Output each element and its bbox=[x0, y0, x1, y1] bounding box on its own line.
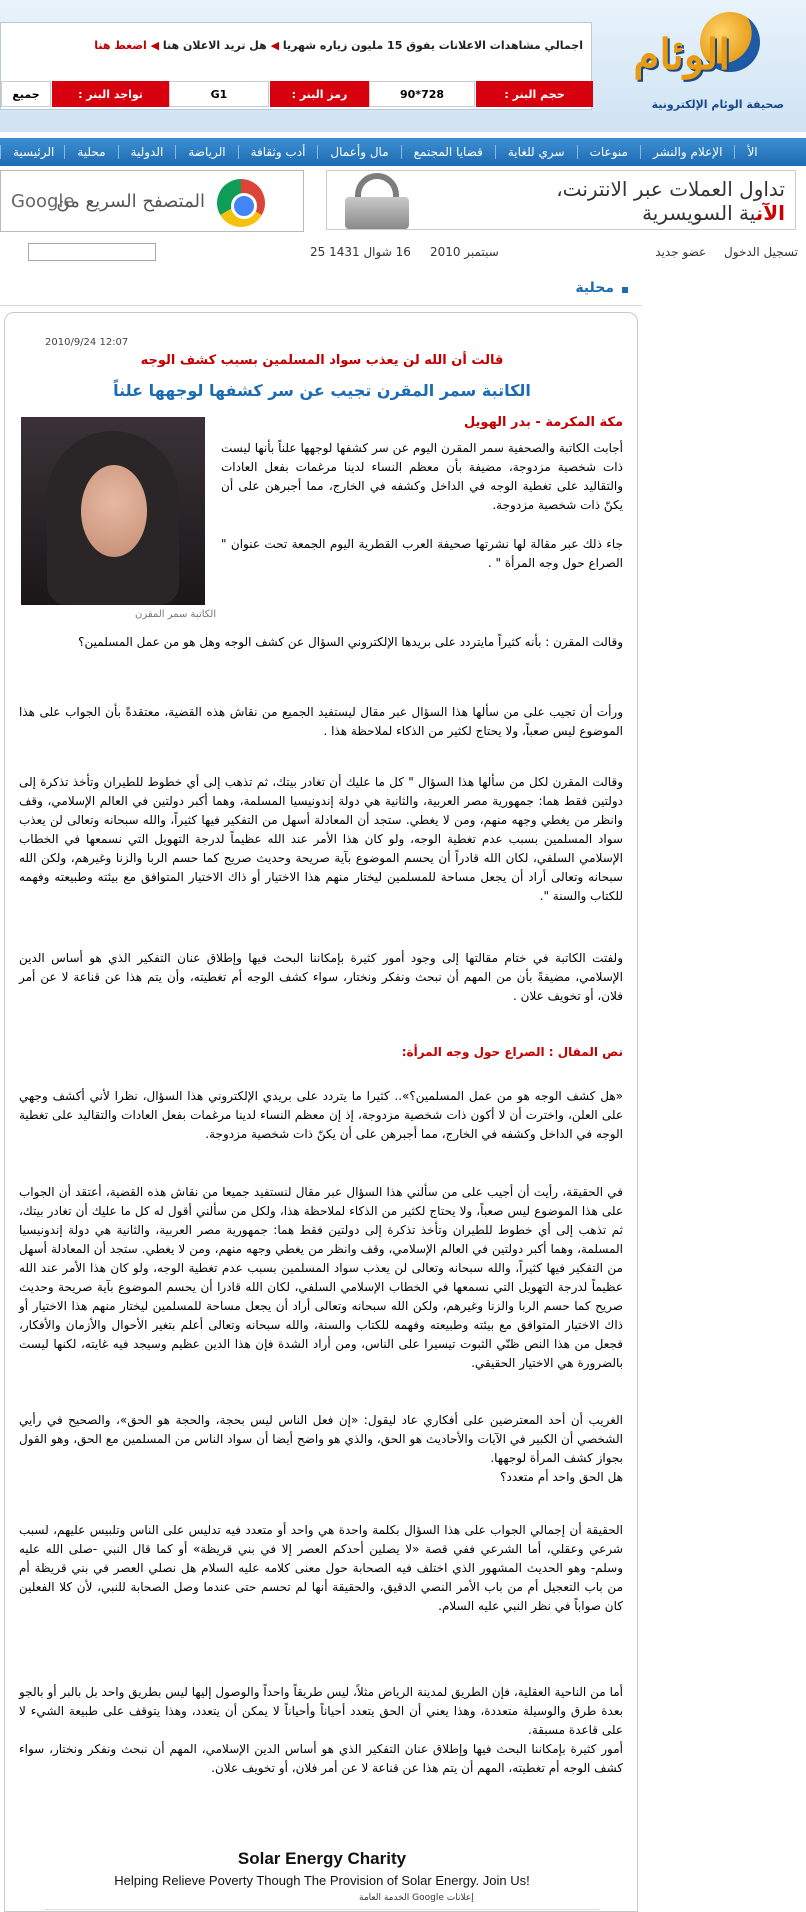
author-photo bbox=[21, 417, 205, 605]
nav-item-society[interactable]: قضايا المجتمع bbox=[401, 145, 495, 159]
nav-item-culture[interactable]: أدب وثقافة bbox=[238, 145, 318, 159]
currency-ad-rest: ية السويسرية bbox=[642, 201, 756, 225]
article-container bbox=[4, 312, 638, 1912]
nav-item-overflow[interactable]: الأ bbox=[734, 145, 769, 159]
article-title: الكاتبة سمر المقرن تجيب عن سر كشفها لوجهها علناً bbox=[113, 381, 531, 400]
square-bullet-icon bbox=[622, 287, 628, 293]
ad-spec-placement-value: جميع bbox=[1, 81, 51, 107]
article-paragraph: أما من الناحية العقلية، فإن الطريق لمدينة الرياض مثلاً، ليس طريقاً واحداً والوصول إليها ليس بطريق واحد بل بالبر أو بالجو بعدة طرق والوسيلة متعددة، وهذا يعني أن الحق يتعدد أحياناً وأحياناً لا يمكن أن يتعدد، وهذا يتوقف على طبيعة الشيء لا على قاعدة مسبقة. أمور كثيرة بإمكاننا البحث فيها وإطلاق عنان التفكير الذي هو أساس الدين الإسلامي، المهم أن نبحث ونفكر ونختار، سواء كشف الوجه أم تغطيته، المهم أن يتم هذا عن قناعة لا عن أمر فلان، أو تخويف علان. bbox=[19, 1685, 623, 1775]
date-bar bbox=[0, 240, 806, 266]
nav-item-misc[interactable]: منوعات bbox=[577, 145, 640, 159]
photo-caption: الكاتبة سمر المقرن bbox=[135, 609, 217, 620]
ad-spec-size-value: 728*90 bbox=[369, 81, 475, 107]
footer-ad-title[interactable]: Solar Energy Charity bbox=[237, 1849, 407, 1868]
article-paragraph: في الحقيقة، رأيت أن أجيب على من سألني هذا السؤال عبر مقال لنستفيد جميعا من نقاش هذه القضية، أعتقد أن الجواب على هذا الموضوع ليس صعباً، ولا يحتاج لكثير من الذكاء لملاحظة هذا، ولكل من سألني أقول له كل ما عليك أن تغادر بيتك، ثم تذهب إلى أي خطوط للطيران وتأخذ تذكرة إلى دولتين فقط هما: جمهورية مصر العربية، والثانية هي دولة إندونيسيا المسلمة، وهما أكبر دولتين في العالم الإسلامي، وقف وانظر من يغطي وجهه منهم، ومن لا يغطي. ستجد أن المعادلة أسهل من التفكير فيها كثيراً، والله سبحانه وتعالى لن يعذب سواد المسلمين بسبب عدم تغطية الوجه، ولو كان هذا الأمر عند الله عظيماً لدرجة التهويل التي نسمعها في الخطاب الإسلامي السلفي، لكان الله قادرا أن يحسم الموضوع بآية صريحة وحديث صريح كما حسم الربا والزنا وغيرهم، ولكن الله سبحانه وتعالى أراد أن يجعل مساحة للمسلمين ليختار منهم هذا الاختيار أو ذاك الاختيار المتوافق مع بيئته وطبيعته وفهمه للكتاب والسنة، والله سبحانه وتعالى أعلم بتغير الأحوال والأزمان والأفكار، فجعل من هذا النص ظنّي الثبوت تيسيرا على الناس، ومن أراد الشدة فإن هذا الدين عظيم وسيجد فيه غايته، لكنها ليست بالضرورة هي الاختيار الحقيقي. bbox=[19, 1185, 623, 1370]
ad-spec-code-label: رمز البنر : bbox=[269, 81, 369, 107]
ad-spec-placement-label: تواجد البنر : bbox=[51, 81, 169, 107]
google-brand-text: Google bbox=[11, 191, 75, 212]
currency-ad-line2 bbox=[642, 201, 785, 225]
arrow-left-icon: ◀ bbox=[266, 39, 280, 52]
ad-spec-code-value: G1 bbox=[169, 81, 269, 107]
search-input[interactable] bbox=[28, 243, 156, 261]
hijri-date: 16 شوال 1431 bbox=[329, 245, 411, 259]
nav-item-business[interactable]: مال وأعمال bbox=[317, 145, 400, 159]
footer-ad-subtitle: Helping Relieve Poverty Though The Provision of Solar Energy. Join Us! bbox=[114, 1873, 530, 1888]
arrow-left-icon: ◀ bbox=[146, 39, 160, 52]
article-paragraph: أجابت الكاتبة والصحفية سمر المقرن اليوم عن سر كشفها لوجهها علناً بأنها ليست ذات شخصية مزدوجة، مضيفة بأن معظم النساء لدينا مرغمات بفعل العادات والتقاليد على تغطية الوجه في الداخل وكشفه في الخارج، مما أجبرهن على أن يكنّ ذات شخصية مزدوجة. bbox=[221, 441, 623, 512]
article-paragraph: الغريب أن أحد المعترضين على أفكاري عاد ليقول: «إن فعل الناس ليس بحجة، والحجة هو الحق»، والصحيح في رأيي الشخصي أن الكبير في الآيات والأحاديث هو الحق، والذي هو واضح أيضا أن سواد الناس من المسلمين مع الحق، وهو القول بجواز كشف المرأة لوجهها. هل الحق واحد أم متعدد؟ bbox=[19, 1413, 623, 1484]
section-title[interactable]: محلية bbox=[575, 280, 614, 296]
nav-item-top-secret[interactable]: سري للغاية bbox=[495, 145, 577, 159]
footer-divider bbox=[45, 1909, 599, 1910]
photo-face bbox=[81, 465, 147, 557]
nav-item-media[interactable]: الإعلام والنشر bbox=[640, 145, 734, 159]
site-logo[interactable] bbox=[614, 12, 790, 112]
nav-item-sports[interactable]: الرياضة bbox=[175, 145, 237, 159]
currency-ad-line1: تداول العملات عبر الانترنت، bbox=[556, 177, 785, 201]
nav-item-local[interactable]: محلية bbox=[64, 145, 117, 159]
section-header bbox=[0, 276, 642, 306]
chrome-ad-banner[interactable] bbox=[0, 170, 304, 232]
logo-subtitle: صحيفة الوئام الإلكترونية bbox=[651, 98, 784, 111]
ad-question-text: هل تريد الاعلان هنا bbox=[162, 39, 267, 52]
ad-promo-line[interactable] bbox=[83, 39, 583, 53]
article-paragraph: الحقيقة أن إجمالي الجواب على هذا السؤال بكلمة واحدة هي واحد أو متعدد فيه تدليس على الناس وتلبيس عليهم، لسبب شرعي وعقلي، أما الشرعي ففي قصة «لا يصلين أحدكم العصر إلا في بني قريظة» أو كما قال النبي -صلى الله عليه وسلم- وهو الحديث المشهور الذي اختلف فيه الصحابة حول معنى كلامه عليه السلام هل نصلي العصر في بني قريظة أم من باب التعجيل أم من باب الأمر النصي الدقيق، والحقيقة أنها لم تحسم حتى عندما وصل الصحابة للنبي، لأن كلا الفعلين كان صواباً في نظر النبي عليه السلام. bbox=[19, 1523, 623, 1613]
padlock-body bbox=[345, 197, 409, 229]
chrome-ad-text: المتصفح السريع من bbox=[56, 191, 205, 212]
gregorian-date: 25 سبتمبر 2010 bbox=[310, 245, 499, 259]
header-ad-banner[interactable] bbox=[0, 22, 592, 110]
article-paragraph: ورأت أن تجيب على من سألها هذا السؤال عبر مقال ليستفيد الجميع من نقاش هذه القضية، معتقدةً بأن الجواب على هذا الموضوع ليس صعباً، ولا يحتاج لكثير من الذكاء لملاحظة هذا . bbox=[19, 705, 623, 738]
nav-item-international[interactable]: الدولية bbox=[118, 145, 176, 159]
ad-spec-row bbox=[1, 81, 593, 107]
ad-spec-size-label: حجم البنر : bbox=[475, 81, 593, 107]
chrome-logo-icon bbox=[217, 179, 265, 227]
google-ads-credit[interactable]: إعلانات Google الخدمة العامة bbox=[359, 1893, 474, 1903]
login-link[interactable]: تسجيل الدخول bbox=[724, 245, 798, 259]
article-paragraph: «هل كشف الوجه هو من عمل المسلمين؟».. كثيرا ما يتردد على بريدي الإلكتروني هذا السؤال، نظرا لأني أكشف وجهي على العلن، واخترت أن لا أكون ذات شخصية مزدوجة، إذ إن معظم النساء لدينا مرغمات بفعل العادات والتقاليد على تغطية الوجه في الداخل وكشفه في الخارج، مما أجبرهن على أن يكنّ ذات شخصية مزدوجة. bbox=[19, 1089, 623, 1141]
article-paragraph: ولفتت الكاتبة في ختام مقالتها إلى وجود أمور كثيرة بإمكاننا البحث فيها وإطلاق عنان التفكير الذي هو أساس الدين الإسلامي، مضيفةً بأن من المهم أن نبحث ونفكر ونختار، سواء كشف الوجه أم تغطيته، وأن يتم هذا عن قناعة لا عن أمر فلان، أو تخويف علان . bbox=[19, 951, 623, 1003]
logo-wordmark: الوئام bbox=[633, 30, 730, 79]
nav-item-home[interactable]: الرئيسية bbox=[0, 145, 64, 159]
article-subtitle: قالت أن الله لن يعذب سواد المسلمين بسبب كشف الوجه bbox=[140, 353, 504, 368]
article-datetime: 2010/9/24 12:07 bbox=[45, 337, 129, 348]
register-link[interactable]: عضو جديد bbox=[655, 245, 707, 259]
article-section-heading: نص المقال : الصراع حول وجه المرأة: bbox=[401, 1045, 623, 1059]
ad-stat-text: اجمالي مشاهدات الاعلانات يفوق 15 مليون زياره شهريا bbox=[282, 39, 583, 52]
account-links bbox=[641, 245, 798, 259]
date-display bbox=[310, 245, 499, 259]
currency-ad-highlight: الآن bbox=[755, 201, 785, 225]
padlock-icon bbox=[337, 173, 417, 229]
article-paragraph: جاء ذلك عبر مقالة لها نشرتها صحيفة العرب القطرية اليوم الجمعة تحت عنوان " الصراع حول وجه المرأة " . bbox=[221, 537, 623, 570]
ad-cta-link[interactable]: اضغط هنا bbox=[94, 39, 147, 52]
article-paragraph: وقالت المقرن : بأنه كثيراً مايتردد على بريدها الإلكتروني السؤال عن كشف الوجه وهل هو من عمل المسلمين؟ bbox=[78, 635, 623, 649]
article-author: مكة المكرمة - بدر الهويل bbox=[463, 415, 623, 430]
main-nav bbox=[0, 138, 806, 166]
currency-ad-banner[interactable] bbox=[326, 170, 796, 230]
footer-ad[interactable] bbox=[5, 1849, 639, 1903]
article-paragraph: وقالت المقرن لكل من سألها هذا السؤال " كل ما عليك أن تغادر بيتك، ثم تذهب إلى أي خطوط للطيران وتأخذ تذكرة إلى دولتين فقط هما: جمهورية مصر العربية، والثانية هي دولة إندونيسيا المسلمة، وهما أكبر دولتين في العالم الإسلامي، وقف وانظر من يغطي وجهه منهم، ومن لا يغطي. ستجد أن المعادلة أسهل من التفكير فيها كثيراً، والله سبحانه وتعالى لن يعذب سواد المسلمين بسبب عدم تغطية الوجه، ولو كان هذا الأمر عند الله عظيماً لدرجة التهويل التي نسمعها في الخطاب الإسلامي السلفي، لكان الله قادراً أن يحسم الموضوع بآية صريحة وحديث صريح كما حسم الربا والزنا وغيرهم، ولكن الله سبحانه وتعالى أراد أن يجعل مساحة للمسلمين ليختار منهم هذا الاختيار أو ذاك الاختيار المتوافق مع بيئته وطبيعته وفهمه للكتاب والسنة ". bbox=[19, 775, 623, 903]
